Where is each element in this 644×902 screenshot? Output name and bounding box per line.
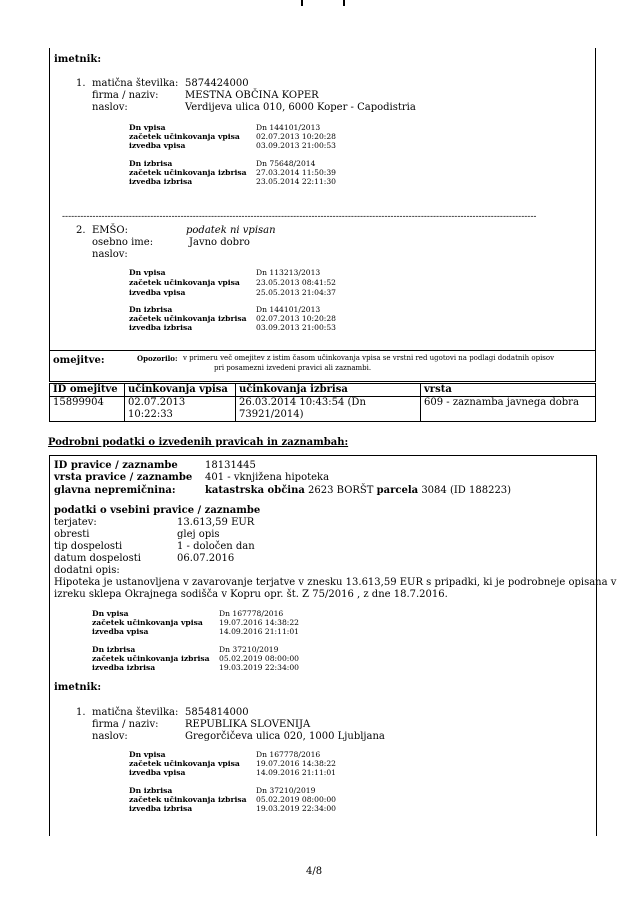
- right-owner-vpis-value: 19.07.2016 14:38:22: [256, 759, 336, 768]
- table-row: [50, 397, 596, 422]
- right-vpis-value: 14.09.2016 21:11:01: [219, 627, 299, 636]
- column-header: učinkovanja izbrisa: [236, 384, 421, 397]
- right-owner-vpis-label: začetek učinkovanja vpisa: [129, 759, 240, 768]
- owner-2-label-ime: osebno ime:: [92, 237, 154, 248]
- vsebina-value: 13.613,59 EUR: [177, 517, 255, 528]
- owner-1-vpis-label: Dn vpisa: [129, 123, 166, 132]
- right-owner-izbris-value: 19.03.2019 22:34:00: [256, 804, 336, 813]
- omejitve-table: [49, 383, 596, 422]
- owner-2-label-naslov: naslov:: [92, 249, 128, 260]
- cell-vrsta: 609 - zaznamba javnega dobra: [421, 397, 596, 422]
- owner-1-vpis-value: 03.09.2013 21:00:53: [256, 141, 336, 150]
- dashed-separator: ------------------------------------------------------------------------------------------------------------------------------------------------------------: [62, 212, 537, 222]
- right-value-vrsta: 401 - vknjižena hipoteka: [205, 472, 330, 483]
- owner-2-vpis-label: Dn vpisa: [129, 268, 166, 277]
- owner-1-izbris-value: 23.05.2014 22:11:30: [256, 177, 336, 186]
- owner-2-value-ime: Javno dobro: [189, 237, 250, 248]
- omejitve-table-header-row: [50, 384, 596, 397]
- right-owner-label: naslov:: [92, 731, 128, 742]
- right-value-glavna: [205, 485, 511, 497]
- owner-2-izbris-label: Dn izbrisa: [129, 305, 173, 314]
- owner-heading: imetnik:: [54, 54, 102, 65]
- right-owner-value: 5854814000: [185, 707, 249, 718]
- owner-2-value-emso: podatek ni vpisan: [186, 225, 276, 236]
- omejitve-note-line2: pri posamezni izvedeni pravici ali zaznambi.: [214, 364, 372, 372]
- right-izbris-label: Dn izbrisa: [92, 645, 136, 654]
- vsebina-label: datum dospelosti: [54, 553, 141, 564]
- right-vpis-value: 19.07.2016 14:38:22: [219, 618, 299, 627]
- vsebina-label: terjatev:: [54, 517, 97, 528]
- right-izbris-label: začetek učinkovanja izbrisa: [92, 654, 210, 663]
- page-number: 4/8: [306, 866, 323, 877]
- section-title: Podrobni podatki o izvedenih pravicah in zaznambah:: [48, 437, 349, 448]
- cell-izbris-line1: 26.03.2014 10:43:54 (Dn: [239, 397, 366, 408]
- right-owner-vpis-value: 14.09.2016 21:11:01: [256, 768, 336, 777]
- cell-vpis: 02.07.2013 10:22:33: [125, 397, 236, 422]
- right-vpis-label: izvedba vpisa: [92, 627, 149, 636]
- right-owner-izbris-label: Dn izbrisa: [129, 786, 173, 795]
- owner-1-label-maticna: matična številka:: [92, 78, 179, 89]
- omejitve-note-label: Opozorilo:: [137, 354, 178, 363]
- right-label-id: ID pravice / zaznambe: [54, 460, 178, 471]
- owner-1-izbris-value: Dn 75648/2014: [256, 159, 316, 168]
- vsebina-value: 06.07.2016: [177, 553, 235, 564]
- parcela-value: 3084 (ID 188223): [421, 485, 512, 496]
- owner-1-izbris-label: Dn izbrisa: [129, 159, 173, 168]
- owner-2-izbris-value: 03.09.2013 21:00:53: [256, 323, 336, 332]
- right-izbris-value: 19.03.2019 22:34:00: [219, 663, 299, 672]
- vsebina-label: obresti: [54, 529, 90, 540]
- owner-1-vpis-label: izvedba vpisa: [129, 141, 186, 150]
- owner-2-izbris-value: Dn 144101/2013: [256, 305, 321, 314]
- opis-line-1: Hipoteka je ustanovljena v zavarovanje terjatve v znesku 13.613,59 EUR s pripadki, ki je podrobneje opisana v: [54, 577, 617, 588]
- opis-line-2: izreku sklepa Okrajnega sodišča v Kopru opr. št. Z 75/2016 , z dne 18.7.2016.: [54, 589, 448, 600]
- owner-2-number: 2.: [76, 225, 86, 236]
- owner-1-izbris-label: začetek učinkovanja izbrisa: [129, 168, 247, 177]
- right-owner-value: Gregorčičeva ulica 020, 1000 Ljubljana: [185, 731, 385, 742]
- owner-2-vpis-label: začetek učinkovanja vpisa: [129, 278, 240, 287]
- right-vpis-label: začetek učinkovanja vpisa: [92, 618, 203, 627]
- right-owner-vpis-value: Dn 167778/2016: [256, 750, 321, 759]
- cell-izbris: [236, 397, 421, 422]
- owner-2-vpis-label: izvedba vpisa: [129, 288, 186, 297]
- owner-2-label-emso: EMŠO:: [92, 225, 128, 236]
- omejitve-heading: omejitve:: [53, 355, 105, 366]
- cell-id: 15899904: [50, 397, 125, 422]
- right-label-vrsta: vrsta pravice / zaznambe: [54, 472, 193, 483]
- right-owner-value: REPUBLIKA SLOVENIJA: [185, 719, 311, 730]
- owner-1-number: 1.: [76, 78, 86, 89]
- column-header: vrsta: [421, 384, 596, 397]
- owner-1-value-naslov: Verdijeva ulica 010, 6000 Koper - Capodistria: [185, 102, 416, 113]
- owner-1-vpis-label: začetek učinkovanja vpisa: [129, 132, 240, 141]
- owner-2-vpis-value: 23.05.2013 08:41:52: [256, 278, 336, 287]
- owner-1-value-maticna: 5874424000: [185, 78, 249, 89]
- right-vpis-value: Dn 167778/2016: [219, 609, 284, 618]
- right-owner-number: 1.: [76, 707, 86, 718]
- owner-2-vpis-value: Dn 113213/2013: [256, 268, 321, 277]
- right-owner-izbris-label: začetek učinkovanja izbrisa: [129, 795, 247, 804]
- parcela-label: parcela: [376, 485, 419, 496]
- owner-1-label-naslov: naslov:: [92, 102, 128, 113]
- owner-1-izbris-value: 27.03.2014 11:50:39: [256, 168, 336, 177]
- owner-1-label-firma: firma / naziv:: [92, 90, 159, 101]
- right-owner-izbris-label: izvedba izbrisa: [129, 804, 193, 813]
- right-value-id: 18131445: [205, 460, 256, 471]
- column-header: učinkovanja vpisa: [125, 384, 236, 397]
- vsebina-label: tip dospelosti: [54, 541, 123, 552]
- owner-1-izbris-label: izvedba izbrisa: [129, 177, 193, 186]
- right-owner-izbris-value: 05.02.2019 08:00:00: [256, 795, 336, 804]
- right-izbris-label: izvedba izbrisa: [92, 663, 156, 672]
- owner-2-vpis-value: 25.05.2013 21:04:37: [256, 288, 336, 297]
- owner-2-izbris-value: 02.07.2013 10:20:28: [256, 314, 336, 323]
- right-owner-label: firma / naziv:: [92, 719, 159, 730]
- owner-2-izbris-label: izvedba izbrisa: [129, 323, 193, 332]
- owner-1-value-firma: MESTNA OBČINA KOPER: [185, 90, 319, 101]
- owner-2-izbris-label: začetek učinkovanja izbrisa: [129, 314, 247, 323]
- right-owner-izbris-value: Dn 37210/2019: [256, 786, 316, 795]
- right-owner-heading: imetnik:: [54, 682, 102, 693]
- right-izbris-value: Dn 37210/2019: [219, 645, 279, 654]
- vsebina-heading: podatki o vsebini pravice / zaznambe: [54, 505, 261, 516]
- column-header: ID omejitve: [50, 384, 125, 397]
- kat-label: katastrska občina: [205, 485, 305, 496]
- vsebina-value: 1 - določen dan: [177, 541, 255, 552]
- right-vpis-label: Dn vpisa: [92, 609, 129, 618]
- right-izbris-value: 05.02.2019 08:00:00: [219, 654, 299, 663]
- right-owner-vpis-label: izvedba vpisa: [129, 768, 186, 777]
- omejitve-note-line1: v primeru več omejitev z istim časom učinkovanja vpisa se vrstni red ugotovi na podlagi dodatnih opisov: [183, 354, 555, 362]
- right-owner-label: matična številka:: [92, 707, 179, 718]
- owner-1-vpis-value: Dn 144101/2013: [256, 123, 321, 132]
- vsebina-label: dodatni opis:: [54, 565, 120, 576]
- right-label-glavna: glavna nepremičnina:: [54, 485, 176, 496]
- owner-1-vpis-value: 02.07.2013 10:20:28: [256, 132, 336, 141]
- kat-value: 2623 BORŠT: [308, 485, 374, 496]
- right-owner-vpis-label: Dn vpisa: [129, 750, 166, 759]
- cell-izbris-line2: 73921/2014): [239, 409, 304, 420]
- vsebina-value: glej opis: [177, 529, 220, 540]
